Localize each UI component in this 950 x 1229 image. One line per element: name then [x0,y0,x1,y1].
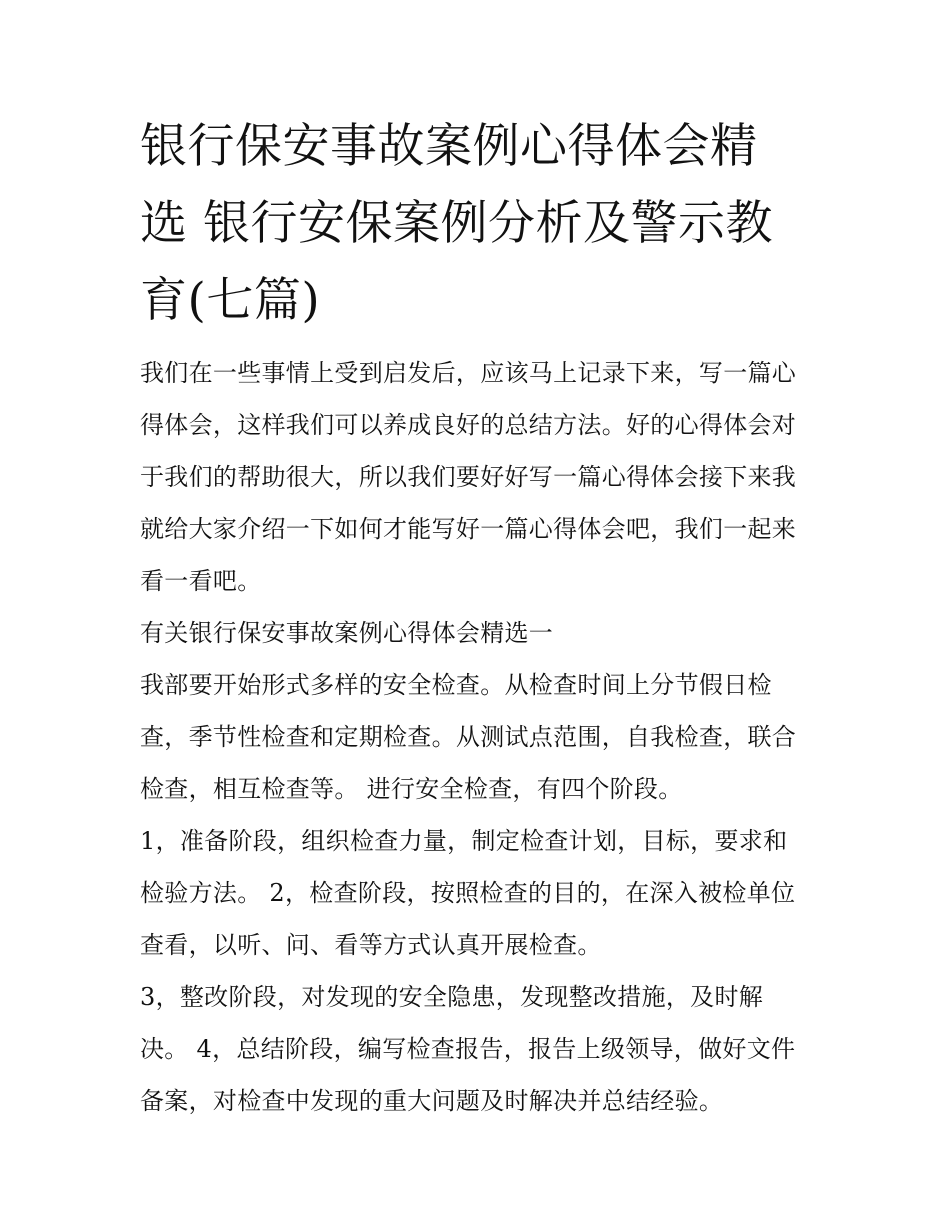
title-line: 育(七篇) [140,273,321,328]
section-heading: 有关银行保安事故案例心得体会精选一 [140,619,554,647]
body-paragraph-2 [140,815,820,971]
intro-line: 得体会，这样我们可以养成良好的总结方法。好的心得体会对 [140,411,797,439]
intro-line: 就给大家介绍一下如何才能写好一篇心得体会吧，我们一起来 [140,515,797,543]
body-line: 查看，以听、问、看等方式认真开展检查。 [140,931,602,959]
body-line: 查，季节性检查和定期检查。从测试点范围，自我检查，联合 [140,723,797,751]
intro-line: 我们在一些事情上受到启发后，应该马上记录下来，写一篇心 [140,359,797,387]
document-title [140,108,820,339]
intro-line: 于我们的帮助很大，所以我们要好好写一篇心得体会接下来我 [140,463,797,491]
document-page [140,108,820,1127]
title-line: 银行保安事故案例心得体会精 [140,119,758,174]
title-line: 选 银行安保案例分析及警示教 [140,196,773,251]
body-line: 决。 4，总结阶段，编写检查报告，报告上级领导，做好文件 [140,1035,796,1063]
body-line: 备案，对检查中发现的重大问题及时解决并总结经验。 [140,1087,724,1115]
intro-paragraph [140,347,820,607]
body-line: 检查，相互检查等。 进行安全检查，有四个阶段。 [140,775,683,803]
body-line: 1，准备阶段，组织检查力量，制定检查计划，目标，要求和 [140,827,788,855]
body-line: 我部要开始形式多样的安全检查。从检查时间上分节假日检 [140,671,772,699]
intro-line: 看一看吧。 [140,567,262,595]
body-paragraph-3 [140,971,820,1127]
body-line: 3，整改阶段，对发现的安全隐患，发现整改措施，及时解 [140,983,764,1011]
body-paragraph-1 [140,659,820,815]
body-line: 检验方法。 2，检查阶段，按照检查的目的，在深入被检单位 [140,879,796,907]
